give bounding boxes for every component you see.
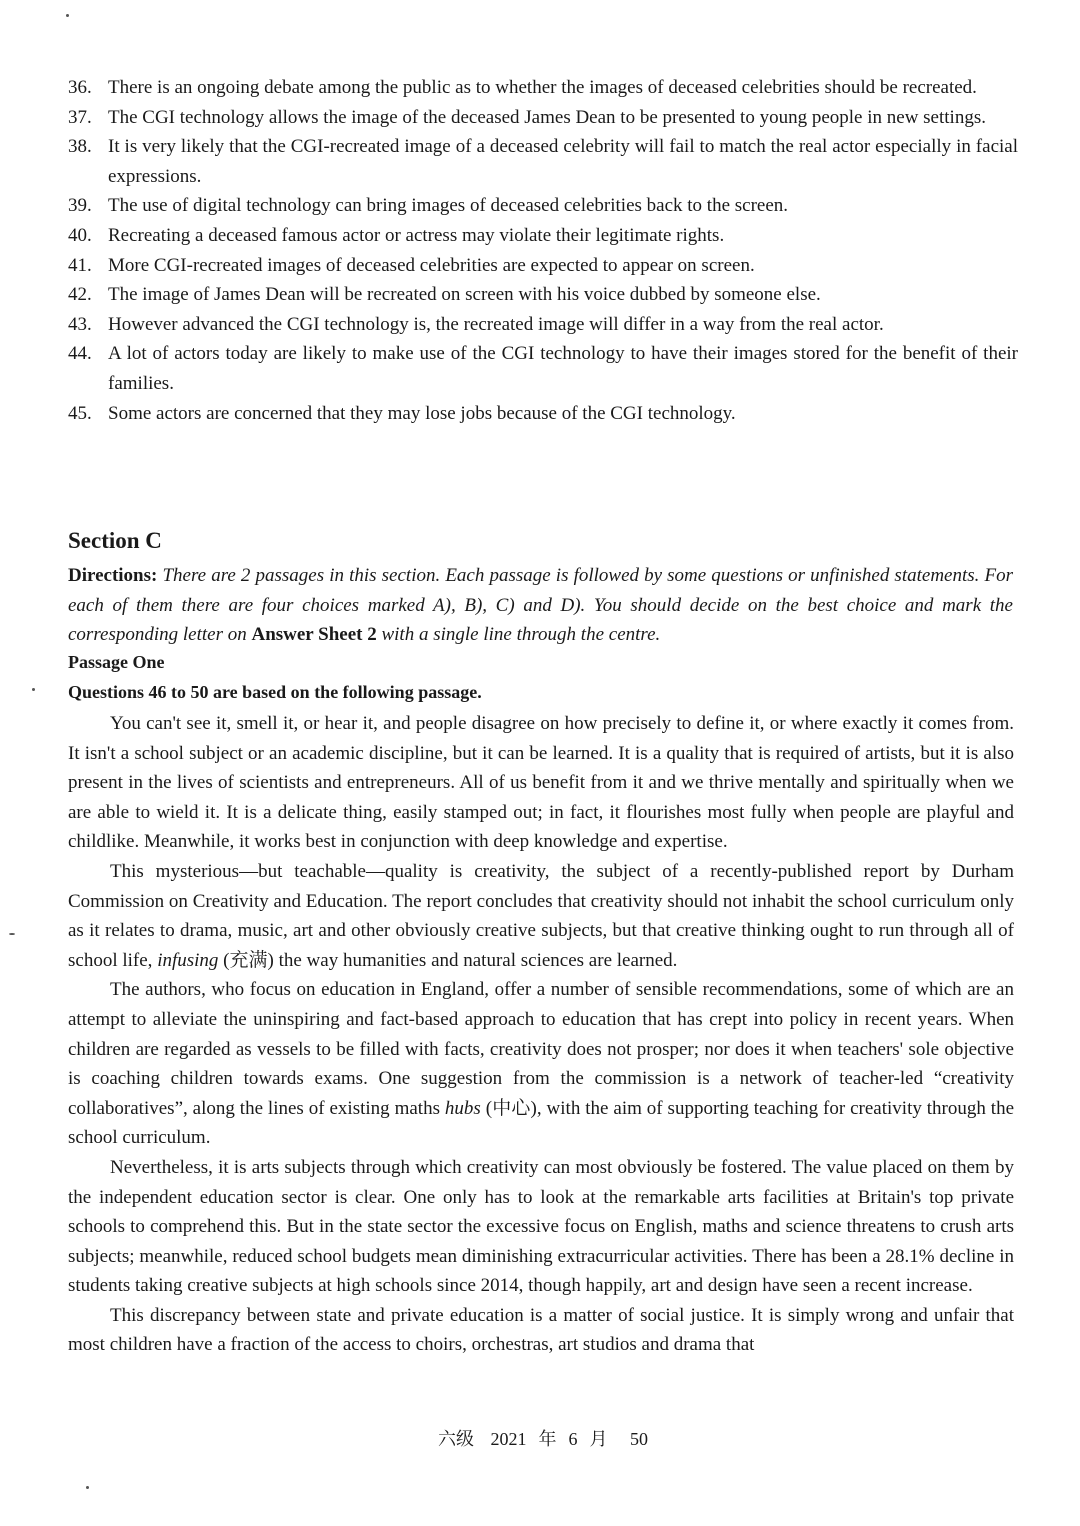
page-number: 50 [630,1429,648,1449]
page-footer [0,1425,1080,1451]
statement-number: 40. [68,224,92,246]
statement-item [68,191,1018,221]
statement-item [68,280,1018,310]
passage-body [68,709,1014,1360]
paragraph-4: Nevertheless, it is arts subjects through which creativity can most obviously be fostered. The value placed on them by the independent education sector is clear. One only has to look at the remarkable arts facilities at Britain's top private schools to comprehend this. But in the state sector the excessive focus on English, maths and science threatens to crush arts subjects; meanwhile, reduced school budgets mean diminishing extracurricular activities. There has been a 28.1% decline in students taking creative subjects at high schools since 2014, though happily, art and design have seen a recent increase. [68,1156,1014,1297]
statement-text: More CGI-recreated images of deceased celebrities are expected to appear on screen. [108,254,755,276]
paragraph-3-end: , with the aim of supporting teaching for creativity through the school curriculum. [68,1097,1015,1149]
statement-text: It is very likely that the CGI-recreated image of a deceased celebrity will fail to match the real actor especially in facial expressions. [108,136,1018,187]
italic-term: hubs [444,1097,481,1119]
scan-speck [66,14,69,17]
directions-text: There are 2 passages in this section. Each passage is followed by some questions or unfinished statements. For each of them there are four choices marked A), B), C) and D). You should decide on the best choice and mark the corresponding letter on [68,565,1013,646]
statement-number: 36. [68,77,92,98]
statement-number: 37. [68,106,92,128]
questions-heading: Questions 46 to 50 are based on the following passage. [68,682,482,702]
passage-title: Passage One [68,652,165,672]
section-title: Section C [68,528,162,553]
statement-number: 38. [68,136,92,158]
statement-number: 41. [68,254,92,276]
paragraph-2-end: the way humanities and natural sciences are learned. [278,949,678,971]
paragraph-3-text: The authors, who focus on education in England, offer a number of sensible recommendations, some of which are an attempt to alleviate the uninspiring and fact-based approach to education that has crept into policy in recent years. When children are regarded as vessels to be filled with facts, creativity does not prosper; nor does it when teachers' sole objective is coaching children towards exams. One suggestion from the commission is a network of teacher-led “creativity collaboratives”, along the lines of existing maths [68,979,1014,1119]
statement-text: The use of digital technology can bring images of deceased celebrities back to the screen. [108,195,789,217]
statement-text: A lot of actors today are likely to make use of the CGI technology to have their images stored for the benefit of their families. [108,343,1018,394]
scan-speck [32,688,35,691]
statement-number: 43. [68,313,92,335]
statement-item [68,221,1018,251]
directions-text-end: with a single line through the centre. [381,624,661,646]
statement-item [68,73,1018,103]
statement-text: However advanced the CGI technology is, the recreated image will differ in a way from the real actor. [108,313,884,335]
paragraph-1: You can't see it, smell it, or hear it, and people disagree on how precisely to define it, or where exactly it comes from. It isn't a school subject or an academic discipline, but it can be learned. It is a quality that is required of artists, but it is also present in the lives of scientists and entrepreneurs. All of us benefit from it and we thrive mentally and spiritually when we are able to wield it. It is a delicate thing, easily stamped out; in fact, it flourishes most fully when people are playful and childlike. Meanwhile, it works best in conjunction with deep knowledge and expertise. [68,713,1014,853]
statement-text: There is an ongoing debate among the public as to whether the images of deceased celebrities should be recreated. [108,77,977,98]
scan-speck [86,1486,89,1489]
scan-speck [9,933,15,935]
statement-item [68,251,1018,281]
statement-text: Recreating a deceased famous actor or actress may violate their legitimate rights. [108,224,725,246]
statement-item [68,399,1018,429]
directions [68,561,1013,650]
directions-label: Directions: [68,565,158,586]
italic-term: infusing [157,949,219,971]
statement-number: 39. [68,195,92,217]
paragraph-2-text: This mysterious—but teachable—quality is creativity, the subject of a recently-published report by Durham Commission on Creativity and Education. The report concludes that creativity should not inhabit the school curriculum only as it relates to drama, music, art and other obviously creative subjects, but that creative thinking ought to run through all of school life, [68,860,1014,971]
statement-item [68,339,1018,398]
statement-list [68,73,1018,428]
statement-number: 44. [68,343,92,365]
footer-exam: 六级 2021 年 6 月 [438,1429,608,1449]
statement-number: 42. [68,284,92,306]
paragraph-2 [68,857,1014,975]
answer-sheet-label: Answer Sheet 2 [251,624,377,646]
statement-text: The image of James Dean will be recreated on screen with his voice dubbed by someone else. [108,284,821,306]
paragraph-5: This discrepancy between state and private education is a matter of social justice. It is simply wrong and unfair that most children have a fraction of the access to choirs, orchestras, art studios and drama that [68,1304,1014,1356]
statement-item [68,103,1018,133]
statement-item [68,132,1018,191]
chinese-gloss: (中心) [485,1097,537,1119]
paragraph-3 [68,975,1014,1153]
statement-text: The CGI technology allows the image of the deceased James Dean to be presented to young people in new settings. [108,106,986,128]
statement-text: Some actors are concerned that they may lose jobs because of the CGI technology. [108,402,736,424]
chinese-gloss: (充满) [223,949,274,971]
statement-item [68,310,1018,340]
statement-number: 45. [68,402,92,424]
